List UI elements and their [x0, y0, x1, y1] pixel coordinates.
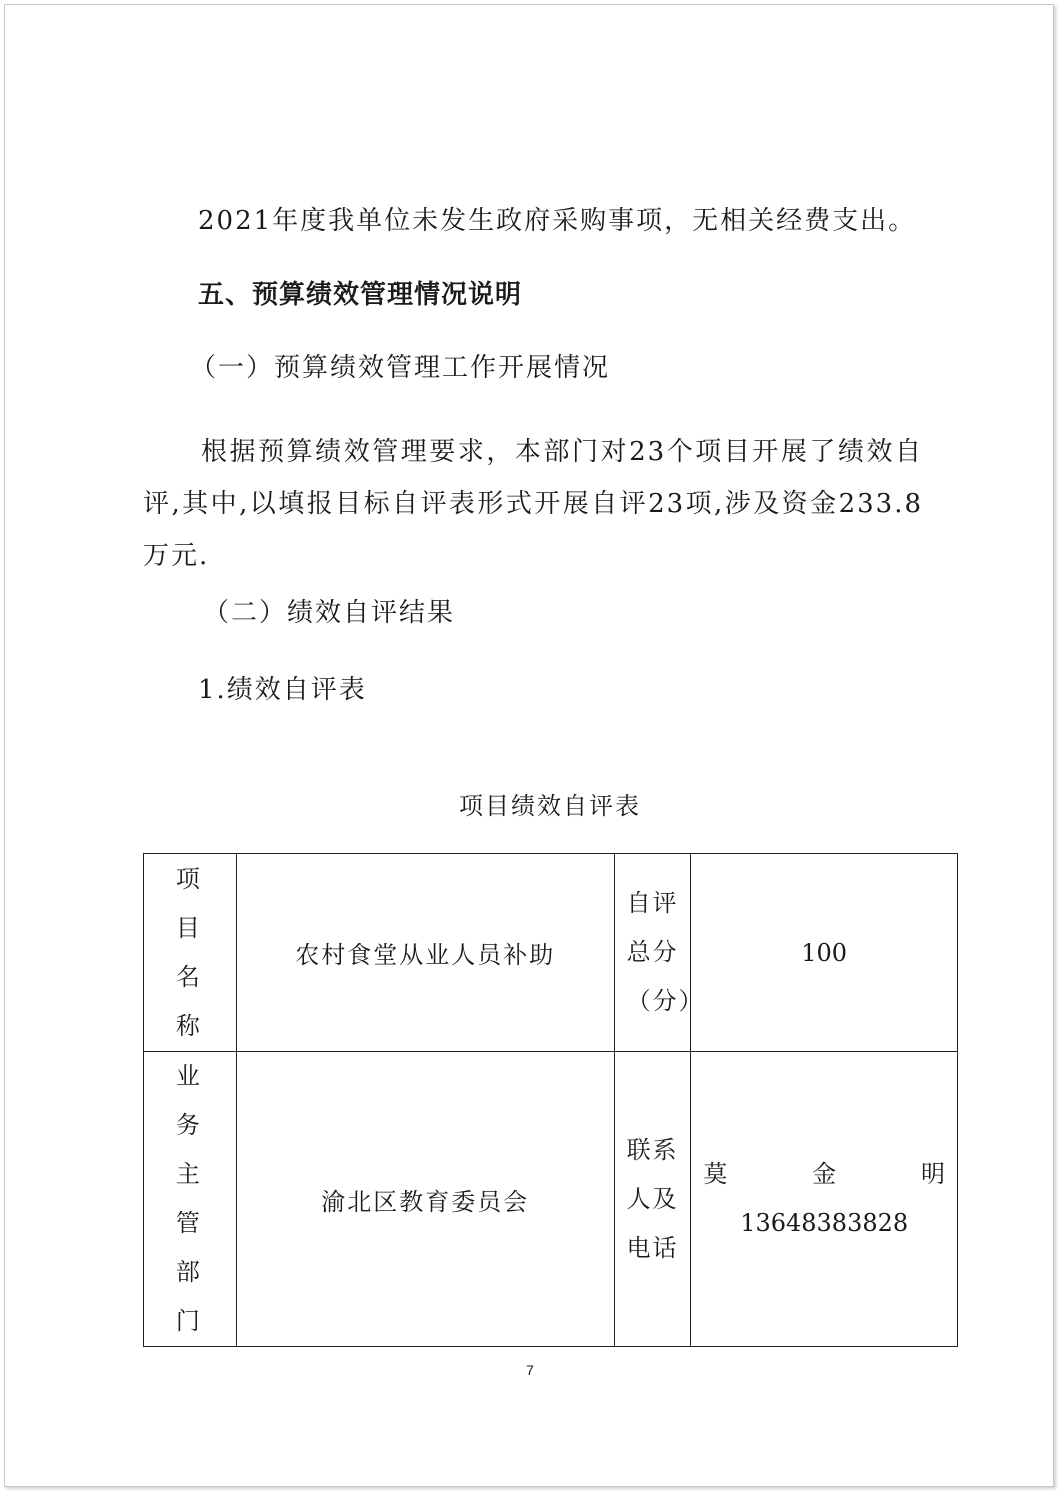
project-name-value: 农村食堂从业人员补助	[295, 941, 556, 969]
page-number: 7	[526, 1362, 534, 1378]
table-title: 项目绩效自评表	[459, 792, 641, 820]
subsection-1-body: 根据预算绩效管理要求，本部门对23个项目开展了绩效自评,其中,以填报目标自评表形式开展自评23项,涉及资金233.8万元.	[143, 437, 923, 571]
contact-name-char: 莫	[703, 1160, 728, 1188]
score-cell	[691, 854, 958, 1052]
score-value: 100	[801, 938, 848, 967]
item-1-heading: 1.绩效自评表	[198, 675, 367, 705]
table-row	[144, 854, 958, 1052]
section-5-heading: 五、预算绩效管理情况说明	[198, 280, 523, 310]
table-row	[144, 1052, 958, 1347]
contact-label: 联系人及电话	[626, 1135, 679, 1262]
department-label: 业务主管部门	[175, 1062, 204, 1335]
contact-phone: 13648383828	[740, 1209, 909, 1237]
department-label-cell	[144, 1052, 237, 1347]
contact-label-cell	[614, 1052, 691, 1347]
department-cell	[236, 1052, 614, 1347]
subsection-1-heading: （一）预算绩效管理工作开展情况	[190, 353, 611, 383]
self-evaluation-table	[143, 853, 958, 1347]
project-name-label-cell	[144, 854, 237, 1052]
score-label: 自评总分（分）	[626, 889, 705, 1015]
procurement-paragraph: 2021年度我单位未发生政府采购事项，无相关经费支出。	[198, 206, 917, 236]
contact-cell	[691, 1052, 958, 1347]
department-value: 渝北区教育委员会	[321, 1187, 530, 1216]
score-label-cell	[614, 854, 705, 1052]
contact-name	[703, 1150, 945, 1199]
subsection-2-heading: （二）绩效自评结果	[203, 598, 456, 628]
contact-name-char: 金	[812, 1160, 837, 1188]
project-name-label: 项目名称	[175, 864, 204, 1040]
contact-name-char: 明	[920, 1160, 945, 1188]
project-name-cell	[236, 854, 614, 1052]
